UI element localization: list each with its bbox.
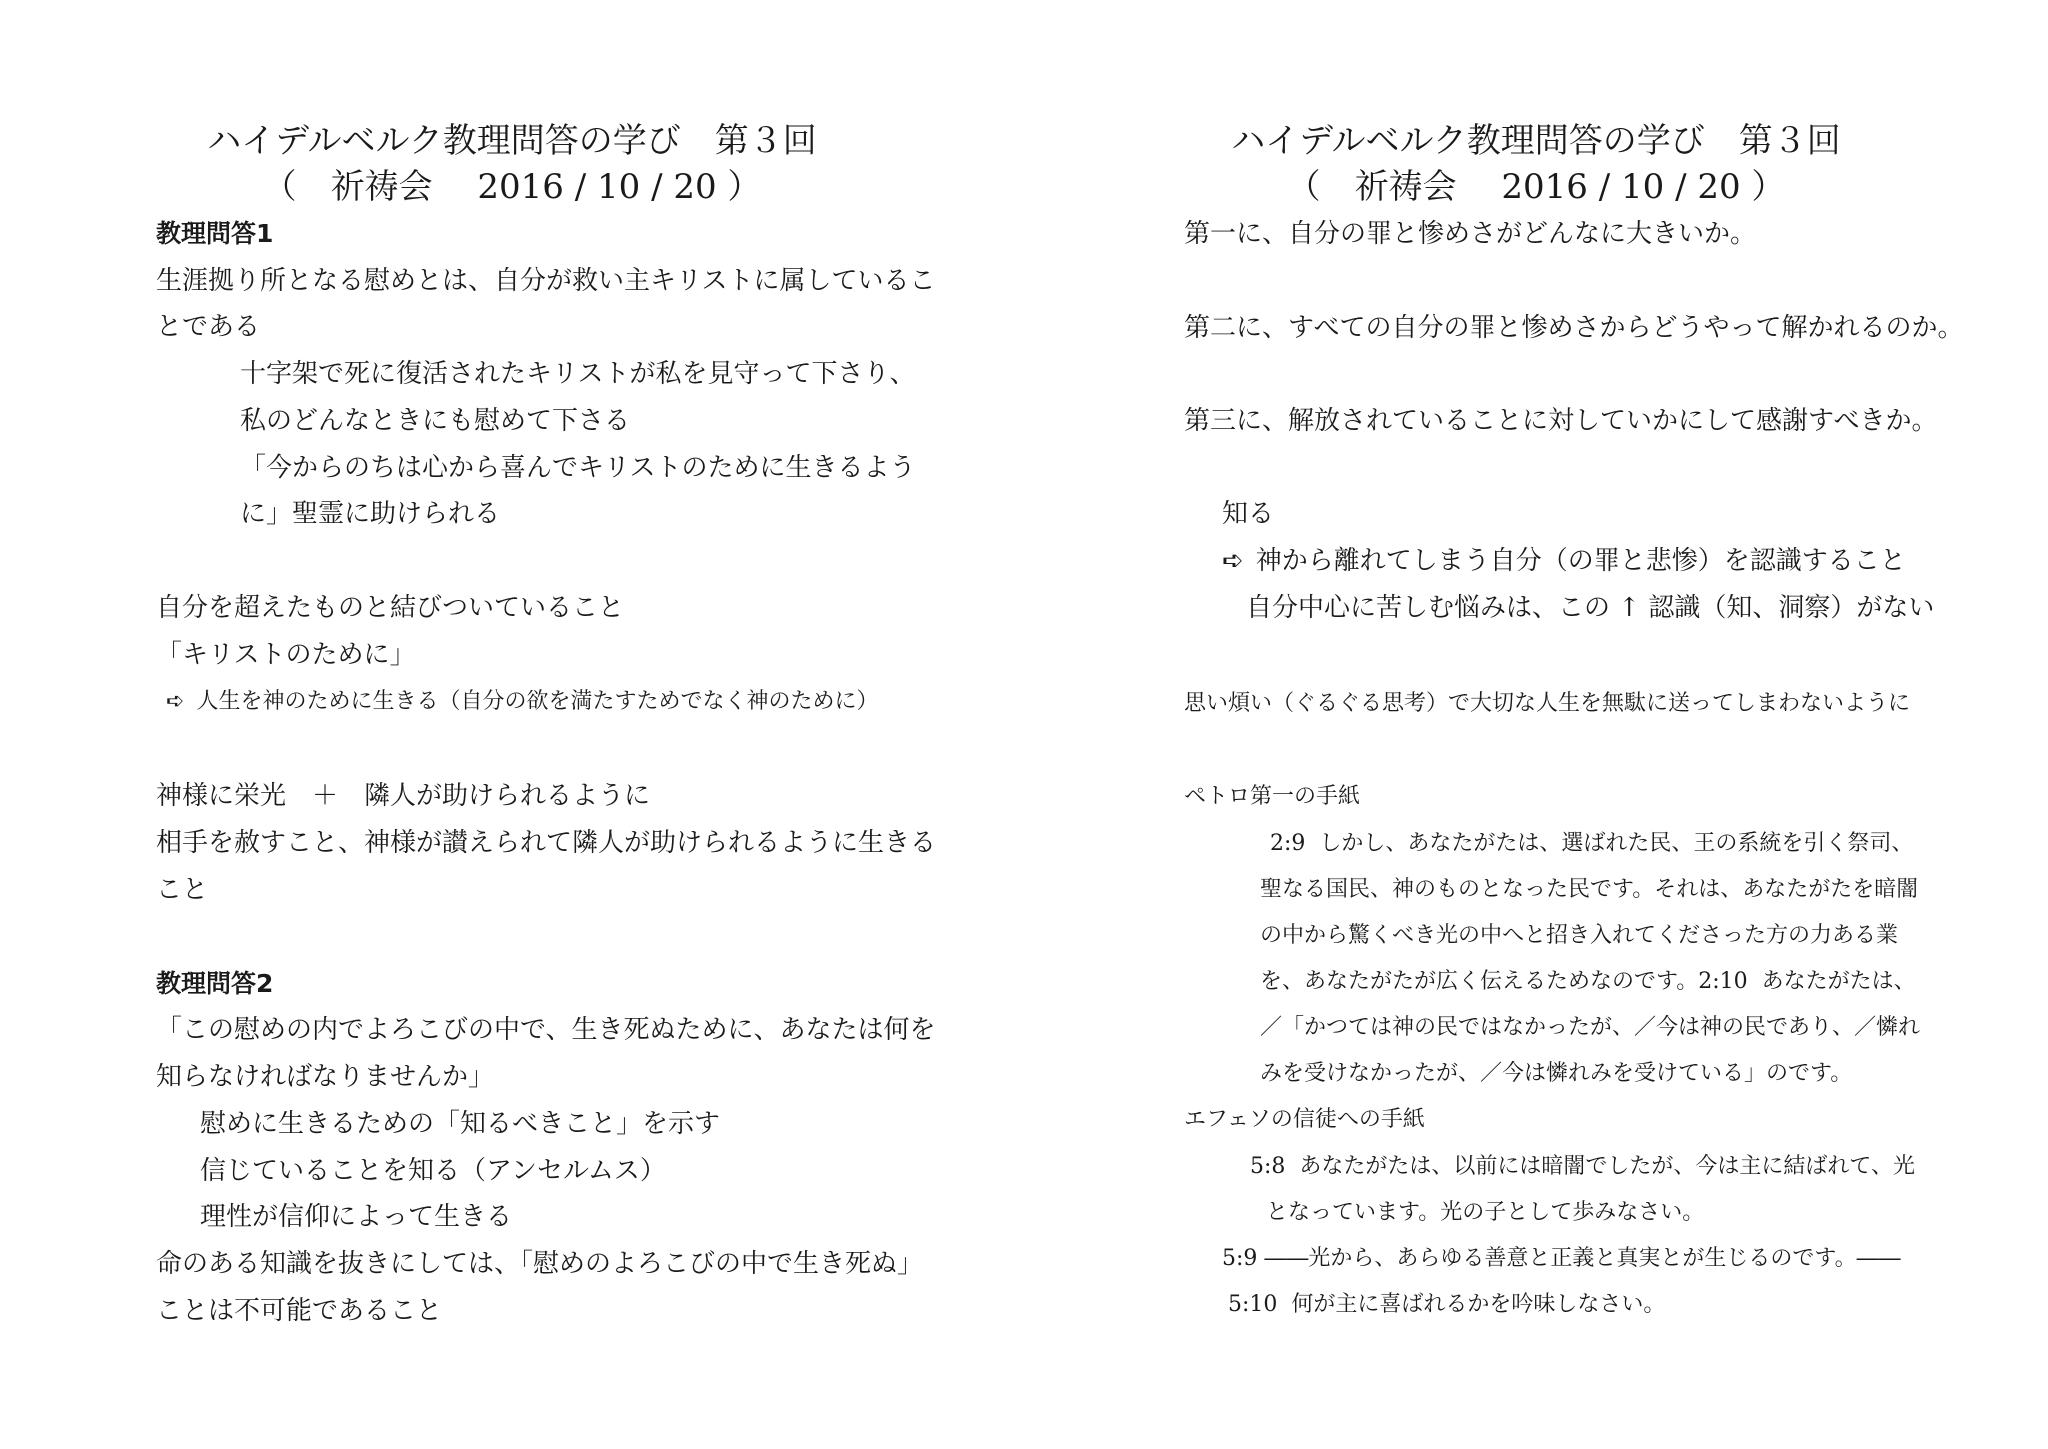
right-page <box>1024 0 2048 1449</box>
section-heading-q2: 教理問答2 <box>156 969 274 998</box>
text-line: こと <box>156 875 209 905</box>
text-line: 生涯拠り所となる慰めとは、自分が救い主キリストに属しているこ <box>156 266 936 296</box>
text-line: 5:10 何が主に喜ばれるかを吟味しなさい。 <box>1228 1292 1666 1317</box>
text-line: 命のある知識を抜きにしては、「慰めのよろこびの中で生き死ぬ」 <box>156 1249 924 1279</box>
text-line: ことは不可能であること <box>156 1296 443 1326</box>
page-title: ハイデルベルク教理問答の学び 第３回 <box>1231 121 1841 161</box>
text-line: 5:8 あなたがたは、以前には暗闇でしたが、今は主に結ばれて、光 <box>1250 1154 1915 1179</box>
text-line: 5:9 ――光から、あらゆる善意と正義と真実とが生じるのです。―― <box>1222 1246 1901 1271</box>
page-title: ハイデルベルク教理問答の学び 第３回 <box>207 121 817 161</box>
page-subtitle: （ 祈祷会 2016 / 10 / 20 ） <box>1286 167 1786 207</box>
right-arrow-icon: ➪ <box>1222 546 1244 576</box>
text-line: 神様に栄光 ＋ 隣人が助けられるように <box>156 781 651 811</box>
text-line: 慰めに生きるための「知るべきこと」を示す <box>200 1109 721 1139</box>
page-subtitle: （ 祈祷会 2016 / 10 / 20 ） <box>262 167 762 207</box>
text-line: 「この慰めの内でよろこびの中で、生き死ぬために、あなたは何を <box>156 1015 936 1045</box>
text-line: 2:9 しかし、あなたがたは、選ばれた民、王の系統を引く祭司、 <box>1270 831 1914 856</box>
text-line: 知らなければなりませんか」 <box>156 1062 495 1092</box>
text-line: ／「かつては神の民ではなかったが、／今は神の民であり、／憐れ <box>1260 1015 1921 1040</box>
text-line: の中から驚くべき光の中へと招き入れてくださった方の力ある業 <box>1260 923 1899 948</box>
text-line: 自分中心に苦しむ悩みは、この ↑ 認識（知、洞察）がない <box>1246 593 1935 623</box>
text-line: 「今からのちは心から喜んでキリストのために生きるよう <box>240 453 916 483</box>
arrow-line <box>166 684 878 720</box>
text-line: 人生を神のために生きる（自分の欲を満たすためでなく神のために） <box>196 689 879 714</box>
text-line: とである <box>156 312 261 342</box>
text-line: 相手を赦すこと、神様が讃えられて隣人が助けられるように生きる <box>156 828 937 858</box>
section-heading-q1: 教理問答1 <box>156 219 274 248</box>
text-line: 自分を超えたものと結びついていること <box>156 593 625 623</box>
text-line: 聖なる国民、神のものとなった民です。それは、あなたがたを暗闇 <box>1260 877 1919 902</box>
text-line: 神から離れてしまう自分（の罪と悲惨）を認識すること <box>1255 546 1906 576</box>
text-line: 「キリストのために」 <box>156 640 416 670</box>
right-arrow-icon: ➪ <box>166 689 185 714</box>
text-line: となっています。光の子として歩みなさい。 <box>1266 1200 1705 1225</box>
text-line: 信じていることを知る（アンセルムス） <box>200 1156 666 1186</box>
section-heading: ペトロ第一の手紙 <box>1184 784 1361 809</box>
text-line: 理性が信仰によって生きる <box>200 1202 513 1232</box>
text-line: を、あなたがたが広く伝えるためなのです。2:10 あなたがたは、 <box>1260 969 1916 994</box>
text-line: 思い煩い（ぐるぐる思考）で大切な人生を無駄に送ってしまわないように <box>1184 691 1911 716</box>
text-line: 十字架で死に復活されたキリストが私を見守って下さり、 <box>240 359 916 389</box>
text-line: みを受けなかったが、／今は憐れみを受けている」のです。 <box>1260 1061 1853 1086</box>
arrow-line <box>1222 543 1906 579</box>
text-line: 知る <box>1222 499 1275 529</box>
text-line: 第一に、自分の罪と惨めさがどんなに大きいか。 <box>1184 219 1757 249</box>
text-line: 第三に、解放されていることに対していかにして感謝すべきか。 <box>1184 406 1938 436</box>
text-line: に」聖霊に助けられる <box>240 499 501 529</box>
text-line: 私のどんなときにも慰めて下さる <box>240 406 631 436</box>
text-line: 第二に、すべての自分の罪と惨めさからどうやって解かれるのか。 <box>1184 313 1964 343</box>
section-heading: エフェソの信徒への手紙 <box>1184 1107 1425 1132</box>
